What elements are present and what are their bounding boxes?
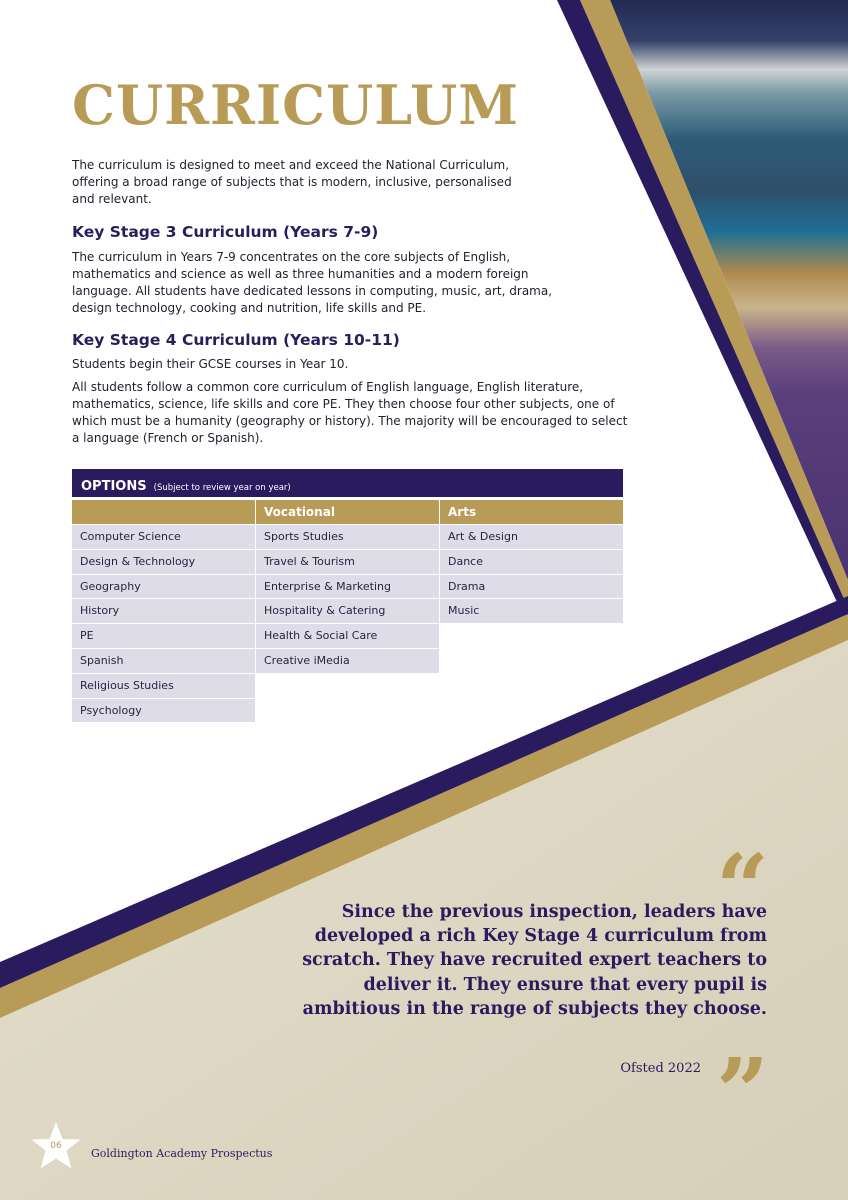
table-cell: PE [72,624,255,648]
table-cell: Music [440,599,623,623]
options-title: OPTIONS [81,479,147,494]
ks4-heading: Key Stage 4 Curriculum (Years 10-11) [72,331,400,349]
column-header: Vocational [256,500,439,524]
table-cell: Dance [440,550,623,574]
close-quote-icon: ” [716,1038,769,1146]
column-header [72,500,255,524]
table-cell: Design & Technology [72,550,255,574]
ofsted-quote: Since the previous inspection, leaders have developed a rich Key Stage 4 curriculum from scratch. They have recruited expert teachers to deliver it. They ensure that every pupil is ambitious in the range of subjects they choose. [302,902,767,1019]
page-title: CURRICULUM [72,73,520,137]
table-cell: Sports Studies [256,525,439,549]
options-column-arts [440,500,623,624]
ks3-heading: Key Stage 3 Curriculum (Years 7-9) [72,223,379,241]
intro-paragraph: The curriculum is designed to meet and exceed the National Curriculum, offering a broad range of subjects that is modern, inclusive, personalised and relevant. [72,158,512,206]
table-cell: Computer Science [72,525,255,549]
ks4-paragraph-1: Students begin their GCSE courses in Year 10. [72,357,349,371]
table-cell: Art & Design [440,525,623,549]
table-cell: Creative iMedia [256,649,439,673]
quote-source: Ofsted 2022 [620,1061,701,1076]
options-subtitle: (Subject to review year on year) [153,483,291,493]
table-cell: Travel & Tourism [256,550,439,574]
open-quote-icon: “ [716,834,769,942]
table-cell: Health & Social Care [256,624,439,648]
column-header: Arts [440,500,623,524]
ks4-paragraph-2: All students follow a common core curriculum of English language, English literature, mathematics, science, life skills and core PE. They then choose four other subjects, one of which must be a humanity (geography or history). The majority will be encouraged to select a language (French or Spanish). [72,380,628,445]
table-cell: Geography [72,575,255,599]
table-cell: Hospitality & Catering [256,599,439,623]
options-column-vocational [256,500,439,674]
table-cell: Drama [440,575,623,599]
footer-title: Goldington Academy Prospectus [91,1147,273,1160]
page-number: 06 [50,1141,62,1151]
options-column-general [72,500,255,723]
table-cell: Religious Studies [72,674,255,698]
options-table-header [72,469,623,497]
table-cell: Psychology [72,699,255,723]
table-cell: Spanish [72,649,255,673]
table-cell: History [72,599,255,623]
table-cell: Enterprise & Marketing [256,575,439,599]
ks3-paragraph: The curriculum in Years 7-9 concentrates on the core subjects of English, mathematics and science as well as three humanities and a modern foreign language. All students have dedicated lessons in computing, music, art, drama, design technology, cooking and nutrition, life skills and PE. [72,250,553,315]
